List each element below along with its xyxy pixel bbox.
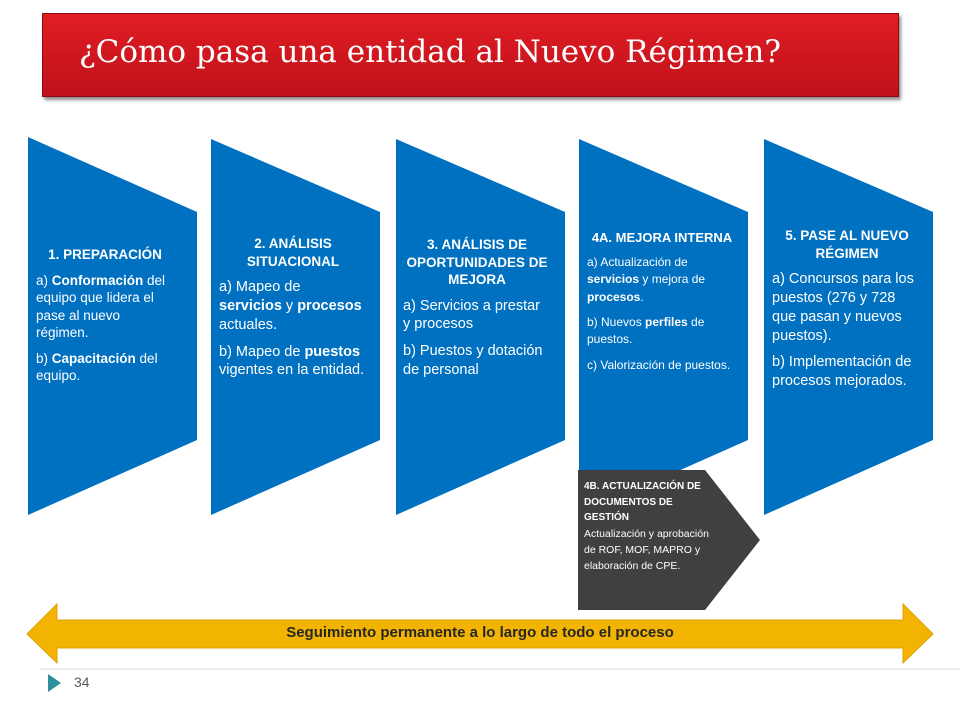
step-3-item-b: b) Puestos y dotación de personal (403, 343, 543, 379)
step-4a-item-c: c) Valorización de puestos. (587, 357, 731, 372)
step-5-header: 5. PASE AL NUEVO RÉGIMEN (785, 228, 909, 261)
step-1-header: 1. PREPARACIÓN (48, 247, 162, 262)
progress-arrow-label: Seguimiento permanente a lo largo de todo el proceso (286, 624, 674, 641)
step-3-item-a: a) Servicios a prestar y procesos (403, 297, 540, 333)
page-number: 34 (74, 674, 90, 690)
step-1-item-b: b) Capacitación del equipo. (36, 350, 158, 384)
step-2-header: 2. ANÁLISIS SITUACIONAL (246, 236, 340, 269)
step-4a-item-b: b) Nuevos perfiles de puestos. (587, 315, 705, 347)
step-1-item-a: a) Conformación del equipo que lidera el pase al nuevo régimen. (36, 272, 166, 341)
step-4b-text (584, 479, 719, 574)
footer-marker-icon (48, 674, 61, 692)
step-2-item-a: a) Mapeo de servicios y procesos actuales. (219, 279, 362, 333)
step-4a-item-a: a) Actualización de servicios y mejora de procesos. (587, 254, 706, 304)
step-2-item-b: b) Mapeo de puestos vigentes en la entidad. (219, 343, 365, 379)
step-4a-text (587, 229, 737, 382)
step-3-text (403, 236, 551, 388)
step-1-text (36, 246, 174, 393)
step-5-item-a: a) Concursos para los puestos (276 y 728 que pasan y nuevos puestos). (772, 271, 914, 344)
step-3-header: 3. ANÁLISIS DE OPORTUNIDADES DE MEJORA (406, 237, 548, 288)
step-4b-header: 4B. ACTUALIZACIÓN DE DOCUMENTOS DE GESTIÓN (584, 481, 701, 523)
step-5-item-b: b) Implementación de procesos mejorados. (772, 354, 912, 390)
step-2-text (219, 235, 367, 388)
step-5-text (772, 227, 922, 399)
step-4b-body: Actualización y aprobación de ROF, MOF, MAPRO y elaboración de CPE. (584, 527, 709, 573)
slide-title: ¿Cómo pasa una entidad al Nuevo Régimen? (79, 34, 781, 70)
step-4a-header: 4A. MEJORA INTERNA (591, 230, 733, 245)
